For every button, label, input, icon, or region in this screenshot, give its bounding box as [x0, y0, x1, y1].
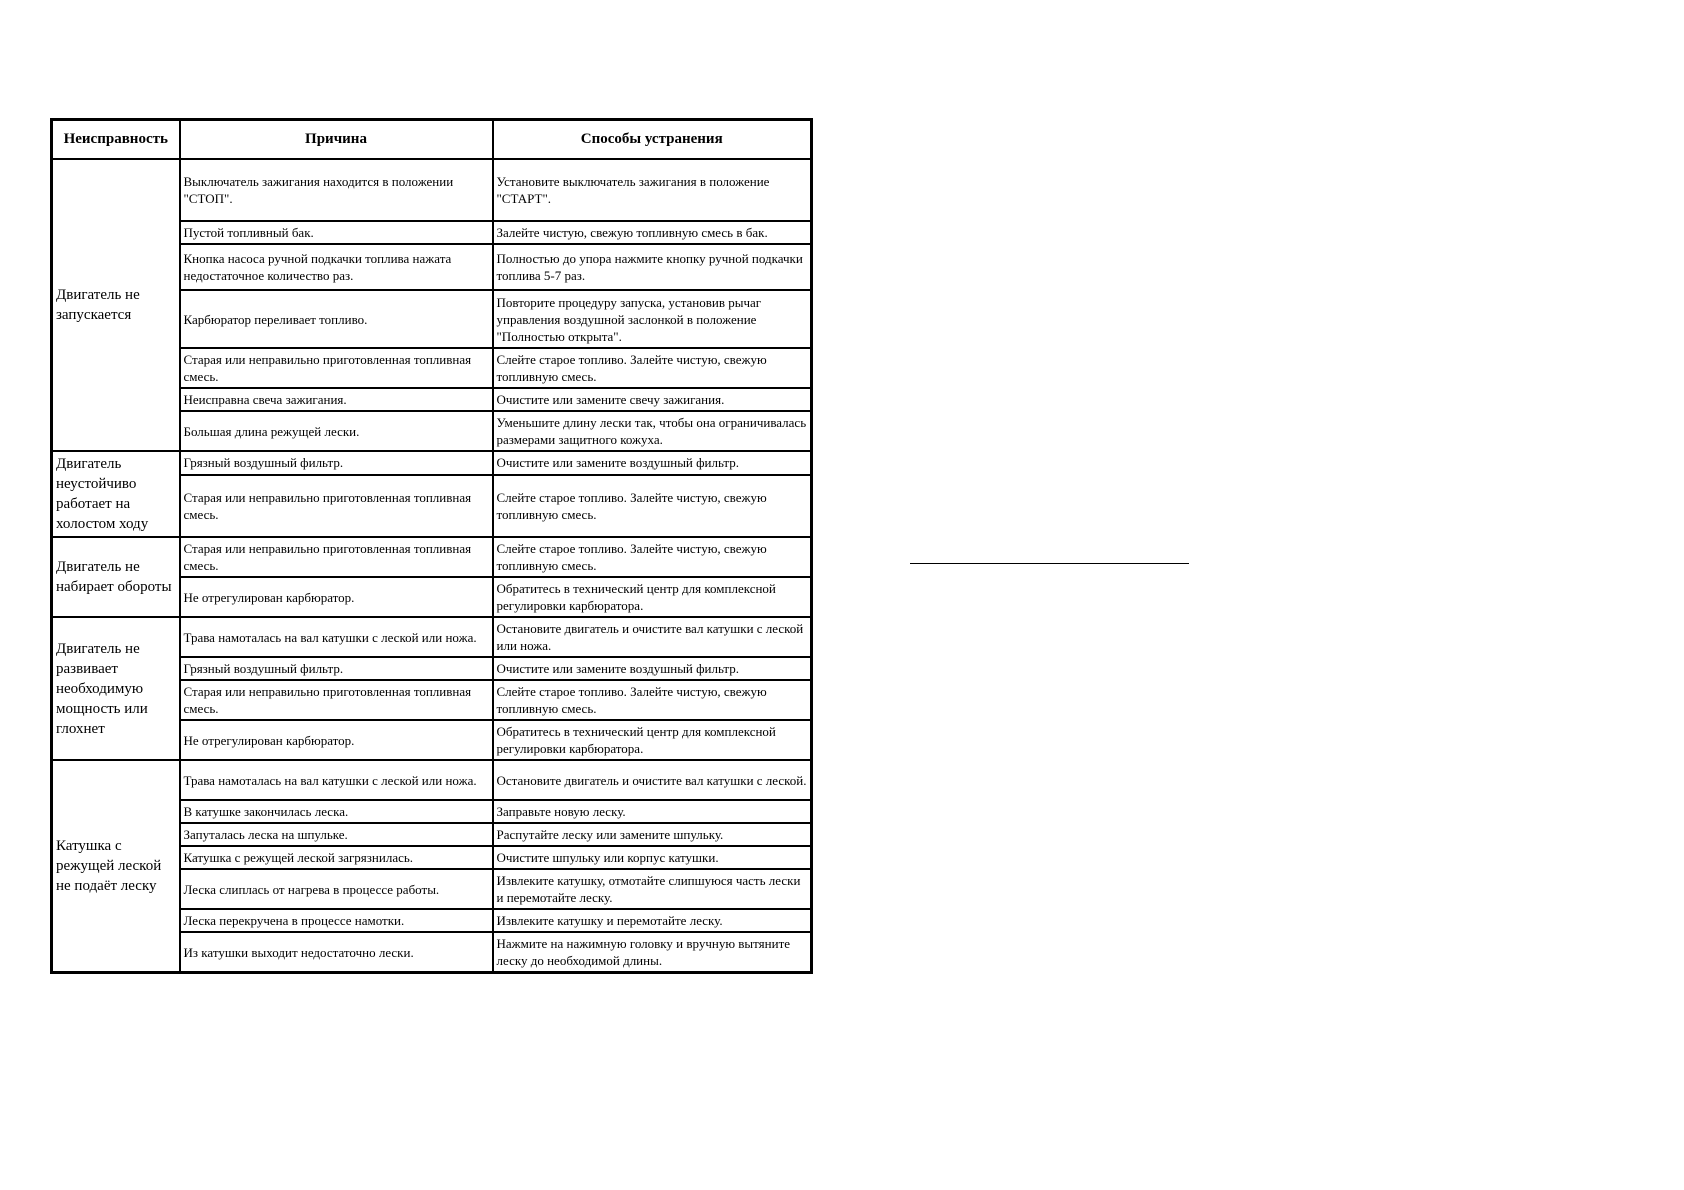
- cause-cell: Неисправна свеча зажигания.: [180, 388, 493, 411]
- cause-cell: Трава намоталась на вал катушки с леской или ножа.: [180, 617, 493, 657]
- fix-cell: Очистите или замените воздушный фильтр.: [493, 657, 812, 680]
- header-fault: Неисправность: [52, 120, 180, 160]
- table-row: [52, 159, 812, 221]
- cause-cell: Старая или неправильно приготовленная топливная смесь.: [180, 475, 493, 537]
- fix-cell: Обратитесь в технический центр для комплексной регулировки карбюратора.: [493, 577, 812, 617]
- cause-cell: Старая или неправильно приготовленная топливная смесь.: [180, 348, 493, 388]
- fix-cell: Нажмите на нажимную головку и вручную вытяните леску до необходимой длины.: [493, 932, 812, 973]
- cause-cell: Кнопка насоса ручной подкачки топлива нажата недостаточное количество раз.: [180, 244, 493, 290]
- fault-cell: Двигатель неустойчиво работает на холостом ходу: [52, 451, 180, 537]
- fix-cell: Полностью до упора нажмите кнопку ручной подкачки топлива 5-7 раз.: [493, 244, 812, 290]
- fix-cell: Залейте чистую, свежую топливную смесь в бак.: [493, 221, 812, 244]
- header-fix: Способы устранения: [493, 120, 812, 160]
- fix-cell: Слейте старое топливо. Залейте чистую, свежую топливную смесь.: [493, 537, 812, 577]
- header-cause: Причина: [180, 120, 493, 160]
- table-body: [52, 159, 812, 973]
- cause-cell: Леска слиплась от нагрева в процессе работы.: [180, 869, 493, 909]
- cause-cell: Большая длина режущей лески.: [180, 411, 493, 451]
- cause-cell: Из катушки выходит недостаточно лески.: [180, 932, 493, 973]
- cause-cell: Карбюратор переливает топливо.: [180, 290, 493, 348]
- cause-cell: Грязный воздушный фильтр.: [180, 451, 493, 475]
- table-row: [52, 451, 812, 475]
- fix-cell: Распутайте леску или замените шпульку.: [493, 823, 812, 846]
- fix-cell: Обратитесь в технический центр для комплексной регулировки карбюратора.: [493, 720, 812, 760]
- fix-cell: Остановите двигатель и очистите вал катушки с леской.: [493, 760, 812, 800]
- fault-cell: Двигатель не развивает необходимую мощность или глохнет: [52, 617, 180, 760]
- fix-cell: Очистите шпульку или корпус катушки.: [493, 846, 812, 869]
- fault-cell: Катушка с режущей леской не подаёт леску: [52, 760, 180, 973]
- cause-cell: Леска перекручена в процессе намотки.: [180, 909, 493, 932]
- cause-cell: Не отрегулирован карбюратор.: [180, 720, 493, 760]
- cause-cell: Грязный воздушный фильтр.: [180, 657, 493, 680]
- cause-cell: Не отрегулирован карбюратор.: [180, 577, 493, 617]
- fix-cell: Остановите двигатель и очистите вал катушки с леской или ножа.: [493, 617, 812, 657]
- fix-cell: Извлеките катушку и перемотайте леску.: [493, 909, 812, 932]
- cause-cell: В катушке закончилась леска.: [180, 800, 493, 823]
- fix-cell: Слейте старое топливо. Залейте чистую, свежую топливную смесь.: [493, 680, 812, 720]
- horizontal-rule: [910, 563, 1189, 564]
- table-row: [52, 760, 812, 800]
- fault-cell: Двигатель не запускается: [52, 159, 180, 451]
- cause-cell: Трава намоталась на вал катушки с леской или ножа.: [180, 760, 493, 800]
- fix-cell: Уменьшите длину лески так, чтобы она ограничивалась размерами защитного кожуха.: [493, 411, 812, 451]
- table-header-row: [52, 120, 812, 160]
- fix-cell: Заправьте новую леску.: [493, 800, 812, 823]
- cause-cell: Старая или неправильно приготовленная топливная смесь.: [180, 680, 493, 720]
- cause-cell: Катушка с режущей леской загрязнилась.: [180, 846, 493, 869]
- cause-cell: Старая или неправильно приготовленная топливная смесь.: [180, 537, 493, 577]
- fix-cell: Очистите или замените воздушный фильтр.: [493, 451, 812, 475]
- fault-cell: Двигатель не набирает обороты: [52, 537, 180, 617]
- fix-cell: Слейте старое топливо. Залейте чистую, свежую топливную смесь.: [493, 475, 812, 537]
- fix-cell: Установите выключатель зажигания в положение "СТАРТ".: [493, 159, 812, 221]
- cause-cell: Запуталась леска на шпульке.: [180, 823, 493, 846]
- fix-cell: Очистите или замените свечу зажигания.: [493, 388, 812, 411]
- troubleshooting-table: [50, 118, 813, 974]
- cause-cell: Выключатель зажигания находится в положении "СТОП".: [180, 159, 493, 221]
- fix-cell: Повторите процедуру запуска, установив рычаг управления воздушной заслонкой в положение "Полностью открыта".: [493, 290, 812, 348]
- cause-cell: Пустой топливный бак.: [180, 221, 493, 244]
- table-row: [52, 537, 812, 577]
- fix-cell: Слейте старое топливо. Залейте чистую, свежую топливную смесь.: [493, 348, 812, 388]
- fix-cell: Извлеките катушку, отмотайте слипшуюся часть лески и перемотайте леску.: [493, 869, 812, 909]
- table-row: [52, 617, 812, 657]
